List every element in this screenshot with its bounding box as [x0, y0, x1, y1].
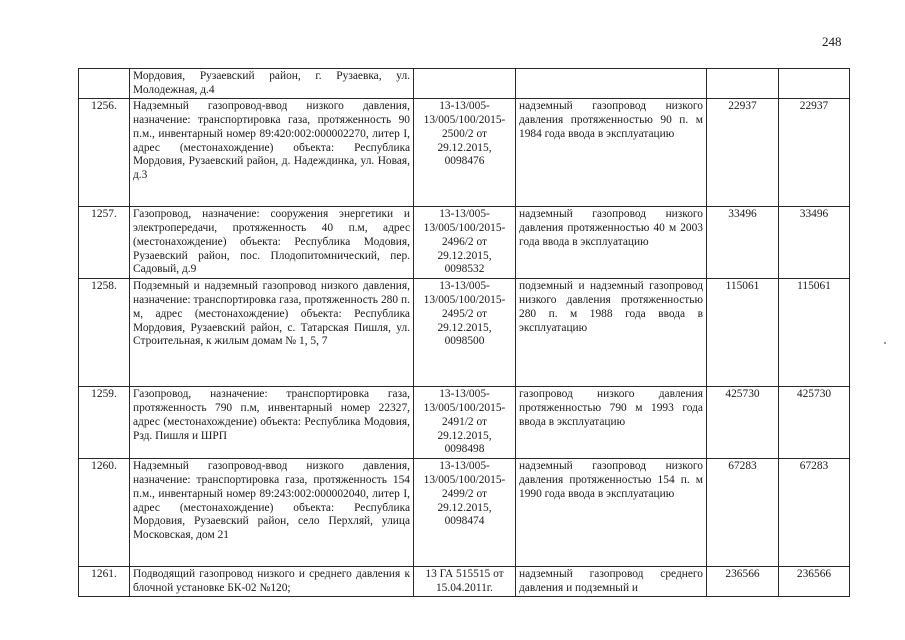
page-number: 248 [822, 34, 842, 49]
registration-cell: 13 ГА 515515 от 15.04.2011г. [414, 566, 516, 596]
value-cell-1: 67283 [707, 458, 779, 566]
row-number-cell: 1258. [79, 278, 130, 386]
row-number-cell: 1259. [79, 386, 130, 458]
registration-cell: 13-13/005-13/005/100/2015-2491/2 от 29.12.2015, 0098498 [414, 386, 516, 458]
row-number-cell: 1257. [79, 206, 130, 278]
registration-cell: 13-13/005-13/005/100/2015-2500/2 от 29.12.2015, 0098476 [414, 98, 516, 206]
row-number-cell: 1261. [79, 566, 130, 596]
characteristics-cell [516, 69, 707, 99]
characteristics-cell: подземный и надземный газопровод низкого давления протяженностью 280 п. м 1988 года ввода в эксплуатацию [516, 278, 707, 386]
value-cell-1: 22937 [707, 98, 779, 206]
property-registry-table [78, 68, 850, 597]
registration-cell: 13-13/005-13/005/100/2015-2495/2 от 29.12.2015, 0098500 [414, 278, 516, 386]
table-row [79, 98, 850, 206]
row-number-cell: 1260. [79, 458, 130, 566]
characteristics-cell: надземный газопровод среднего давления и подземный и [516, 566, 707, 596]
value-cell-2: 67283 [779, 458, 850, 566]
object-description-cell: Газопровод, назначение: сооружения энергетики и электропередачи, протяженность 40 п.м, адрес (местонахождение) объекта: Республика Модовия, Рузаевский район, пос. Плодопитомнический, пер. Садовый, д.9 [130, 206, 414, 278]
table-row [79, 278, 850, 386]
scan-speck [884, 342, 886, 344]
characteristics-cell: надземный газопровод низкого давления протяженностью 90 п. м 1984 года ввода в эксплуатацию [516, 98, 707, 206]
table-row [79, 566, 850, 596]
object-description-cell: Надземный газопровод-ввод низкого давления, назначение: транспортировка газа, протяженность 90 п.м., инвентарный номер 89:420:002:000002270, литер I, адрес (местонахождение) объекта: Республика Мордовия, Рузаевский район, д. Надеждинка, ул. Новая, д.3 [130, 98, 414, 206]
value-cell-2 [779, 69, 850, 99]
value-cell-1: 33496 [707, 206, 779, 278]
registration-cell: 13-13/005-13/005/100/2015-2496/2 от 29.12.2015, 0098532 [414, 206, 516, 278]
object-description-cell: Подводящий газопровод низкого и среднего давления к блочной установке БК-02 №120; [130, 566, 414, 596]
object-description-cell: Подземный и надземный газопровод низкого давления, назначение: транспортировка газа, протяженность 280 п. м, адрес (местонахождение) объекта: Республика Мордовия, Рузаевский район, с. Татарская Пишля, ул. Строительная, к жилым домам № 1, 5, 7 [130, 278, 414, 386]
value-cell-2: 22937 [779, 98, 850, 206]
value-cell-1: 425730 [707, 386, 779, 458]
value-cell-1: 236566 [707, 566, 779, 596]
characteristics-cell: надземный газопровод низкого давления протяженностью 40 м 2003 года ввода в эксплуатацию [516, 206, 707, 278]
row-number-cell [79, 69, 130, 99]
value-cell-1 [707, 69, 779, 99]
object-description-cell: Мордовия, Рузаевский район, г. Рузаевка, ул. Молодежная, д.4 [130, 69, 414, 99]
table-row [79, 458, 850, 566]
table-row [79, 206, 850, 278]
value-cell-2: 236566 [779, 566, 850, 596]
row-number-cell: 1256. [79, 98, 130, 206]
table-row [79, 69, 850, 99]
object-description-cell: Газопровод, назначение: транспортировка газа, протяженность 790 п.м, инвентарный номер 22327, адрес (местонахождение) объекта: Республика Модовия, Рзд. Пишля и ШРП [130, 386, 414, 458]
registration-cell: 13-13/005-13/005/100/2015-2499/2 от 29.12.2015, 0098474 [414, 458, 516, 566]
characteristics-cell: газопровод низкого давления протяженностью 790 м 1993 года ввода в эксплуатацию [516, 386, 707, 458]
object-description-cell: Надземный газопровод-ввод низкого давления, назначение: транспортировка газа, протяженность 154 п.м., инвентарный номер 89:243:002:000002040, литер I, адрес (местонахождение) объекта: Республика Мордовия, Рузаевский район, село Перхляй, улица Московская, дом 21 [130, 458, 414, 566]
registration-cell [414, 69, 516, 99]
table-row [79, 386, 850, 458]
value-cell-2: 425730 [779, 386, 850, 458]
value-cell-1: 115061 [707, 278, 779, 386]
value-cell-2: 115061 [779, 278, 850, 386]
characteristics-cell: надземный газопровод низкого давления протяженностью 154 п. м 1990 года ввода в эксплуатацию [516, 458, 707, 566]
value-cell-2: 33496 [779, 206, 850, 278]
